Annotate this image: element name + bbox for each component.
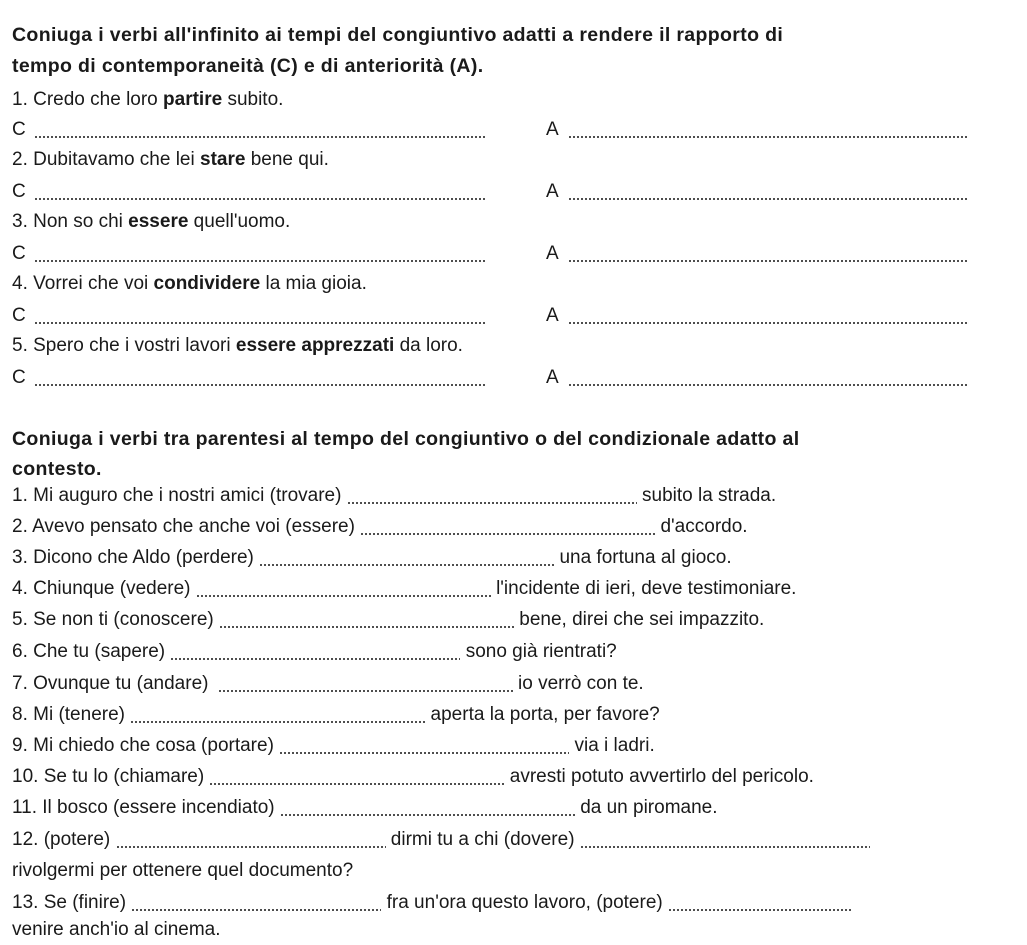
item-text: 3. Dicono che Aldo (perdere) bbox=[12, 547, 254, 568]
answer-blank[interactable] bbox=[360, 515, 655, 539]
item-verb: stare bbox=[200, 149, 246, 170]
answer-blank[interactable] bbox=[347, 484, 637, 508]
label-a: A bbox=[546, 305, 559, 326]
exercise2-item-8 bbox=[12, 703, 660, 727]
answer-blank[interactable] bbox=[280, 796, 575, 820]
item-text: 7. Ovunque tu (andare) bbox=[12, 673, 209, 694]
answer-blank[interactable] bbox=[196, 577, 491, 601]
section2-instruction-line1: Coniuga i verbi tra parentesi al tempo del congiuntivo o del condizionale adatto al bbox=[12, 428, 800, 450]
answer-blank[interactable] bbox=[259, 546, 554, 570]
item-text: 8. Mi (tenere) bbox=[12, 704, 125, 725]
answer-blank-a[interactable] bbox=[568, 180, 968, 204]
answer-blank-a[interactable] bbox=[568, 118, 968, 142]
item-text: io verrò con te. bbox=[518, 673, 644, 694]
exercise1-item-5 bbox=[12, 334, 463, 358]
answer-blank[interactable] bbox=[218, 672, 513, 696]
label-c: C bbox=[12, 119, 26, 140]
section2-instruction-line2: contesto. bbox=[12, 458, 102, 480]
label-a: A bbox=[546, 181, 559, 202]
exercise2-item-13-continuation: venire anch'io al cinema. bbox=[12, 919, 221, 940]
exercise2-item-5 bbox=[12, 608, 764, 632]
item-text: 9. Mi chiedo che cosa (portare) bbox=[12, 735, 274, 756]
answer-blank[interactable] bbox=[130, 703, 425, 727]
label-a: A bbox=[546, 119, 559, 140]
section1-instruction-line1: Coniuga i verbi all'infinito ai tempi del congiuntivo adatti a rendere il rapporto di bbox=[12, 24, 784, 46]
item-text: sono già rientrati? bbox=[465, 641, 617, 662]
answer-blank-c[interactable] bbox=[34, 180, 486, 204]
item-text: l'incidente di ieri, deve testimoniare. bbox=[496, 578, 797, 599]
answer-blank-a[interactable] bbox=[568, 304, 968, 328]
exercise1-item-4 bbox=[12, 272, 367, 296]
item-text: 1. Credo che loro bbox=[12, 89, 164, 110]
answer-blank[interactable] bbox=[131, 891, 381, 915]
answer-blank-a[interactable] bbox=[568, 366, 968, 390]
item-text: via i ladri. bbox=[574, 735, 655, 756]
label-a: A bbox=[546, 367, 559, 388]
item-text: 3. Non so chi bbox=[12, 211, 129, 232]
item-text: fra un'ora questo lavoro, (potere) bbox=[386, 892, 663, 913]
answer-blank[interactable] bbox=[116, 828, 386, 852]
item-verb: essere bbox=[128, 211, 189, 232]
exercise2-item-2 bbox=[12, 515, 748, 539]
label-c: C bbox=[12, 181, 26, 202]
exercise2-item-12-continuation: rivolgermi per ottenere quel documento? bbox=[12, 860, 354, 881]
exercise2-item-3 bbox=[12, 546, 732, 570]
item-text: 5. Spero che i vostri lavori bbox=[12, 335, 236, 356]
exercise2-item-9 bbox=[12, 734, 655, 758]
exercise2-item-11 bbox=[12, 796, 718, 820]
exercise1-item-2 bbox=[12, 148, 329, 172]
exercise2-item-13 bbox=[12, 891, 853, 915]
item-text: da loro. bbox=[394, 335, 463, 356]
answer-blank[interactable] bbox=[209, 765, 504, 789]
answer-blank[interactable] bbox=[170, 640, 460, 664]
exercise2-item-12 bbox=[12, 828, 870, 852]
label-a: A bbox=[546, 243, 559, 264]
item-text: quell'uomo. bbox=[188, 211, 291, 232]
item-text: dirmi tu a chi (dovere) bbox=[390, 829, 575, 850]
exercise2-item-1 bbox=[12, 484, 776, 508]
item-text: la mia gioia. bbox=[260, 273, 367, 294]
answer-blank[interactable] bbox=[580, 828, 870, 852]
answer-blank[interactable] bbox=[668, 891, 853, 915]
item-text: 1. Mi auguro che i nostri amici (trovare) bbox=[12, 485, 342, 506]
item-text: subito. bbox=[222, 89, 284, 110]
label-c: C bbox=[12, 367, 26, 388]
answer-blank-a[interactable] bbox=[568, 242, 968, 266]
item-text: 6. Che tu (sapere) bbox=[12, 641, 166, 662]
exercise1-item-1 bbox=[12, 88, 283, 112]
item-text: 12. (potere) bbox=[12, 829, 111, 850]
item-verb: condividere bbox=[153, 273, 261, 294]
label-c: C bbox=[12, 305, 26, 326]
item-text: d'accordo. bbox=[660, 516, 748, 537]
item-text: bene qui. bbox=[245, 149, 329, 170]
item-verb: partire bbox=[163, 89, 223, 110]
item-text: 2. Avevo pensato che anche voi (essere) bbox=[12, 516, 355, 537]
item-text: 2. Dubitavamo che lei bbox=[12, 149, 200, 170]
item-text: 11. Il bosco (essere incendiato) bbox=[12, 797, 275, 818]
answer-blank-c[interactable] bbox=[34, 242, 486, 266]
section1-instruction-line2: tempo di contemporaneità (C) e di anteriorità (A). bbox=[12, 55, 484, 77]
answer-blank[interactable] bbox=[219, 608, 514, 632]
exercise2-item-10 bbox=[12, 765, 814, 789]
item-text: 4. Vorrei che voi bbox=[12, 273, 154, 294]
item-text: da un piromane. bbox=[580, 797, 718, 818]
item-text: avresti potuto avvertirlo del pericolo. bbox=[509, 766, 814, 787]
answer-blank-c[interactable] bbox=[34, 366, 486, 390]
item-text: 13. Se (finire) bbox=[12, 892, 127, 913]
item-text: bene, direi che sei impazzito. bbox=[519, 609, 765, 630]
item-text: 10. Se tu lo (chiamare) bbox=[12, 766, 205, 787]
item-text: 5. Se non ti (conoscere) bbox=[12, 609, 214, 630]
item-verb: essere apprezzati bbox=[235, 335, 395, 356]
item-text: una fortuna al gioco. bbox=[559, 547, 732, 568]
answer-blank-c[interactable] bbox=[34, 118, 486, 142]
answer-blank[interactable] bbox=[279, 734, 569, 758]
answer-blank-c[interactable] bbox=[34, 304, 486, 328]
exercise2-item-6 bbox=[12, 640, 617, 664]
label-c: C bbox=[12, 243, 26, 264]
exercise2-item-7 bbox=[12, 672, 644, 696]
item-text: 4. Chiunque (vedere) bbox=[12, 578, 191, 599]
item-text: aperta la porta, per favore? bbox=[430, 704, 660, 725]
exercise1-item-3 bbox=[12, 210, 290, 234]
item-text: subito la strada. bbox=[642, 485, 777, 506]
exercise2-item-4 bbox=[12, 577, 796, 601]
